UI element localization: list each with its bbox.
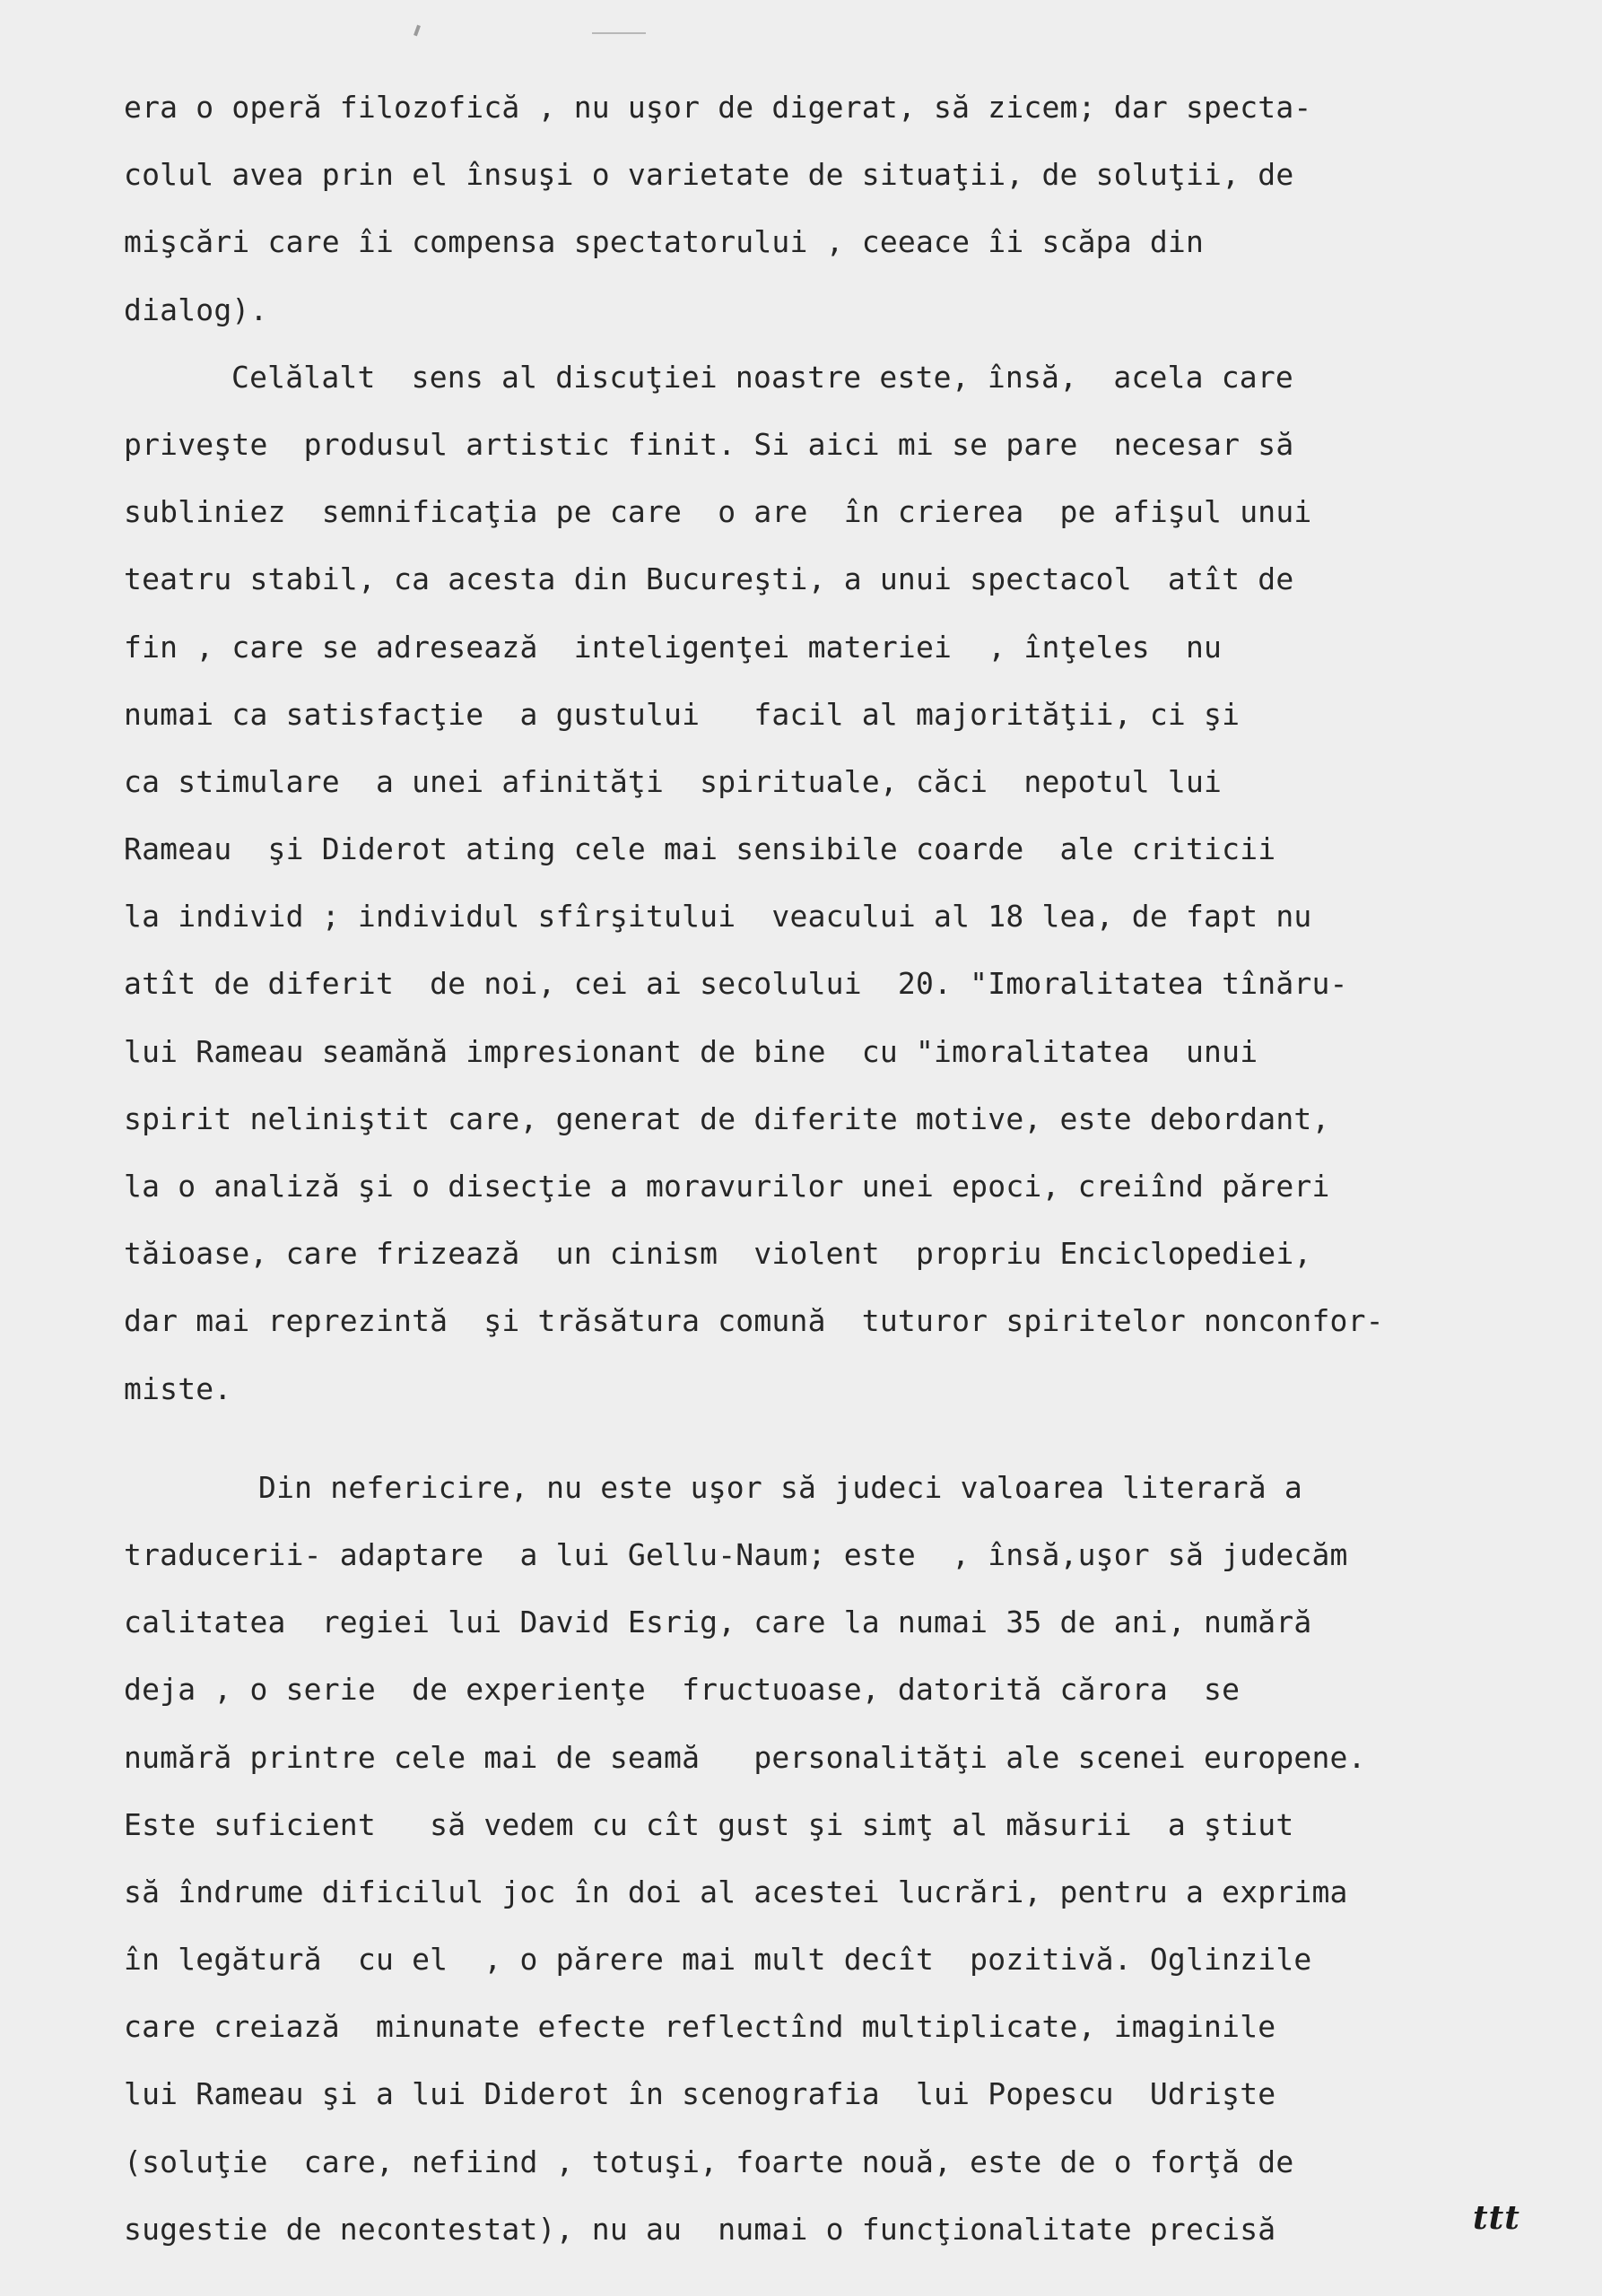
- text-line: calitatea regiei lui David Esrig, care la numai 35 de ani, numără: [124, 1605, 1312, 1640]
- text-line: atît de diferit de noi, cei ai secolului 20. "Imoralitatea tînăru-: [124, 966, 1348, 1002]
- text-line: colul avea prin el însuşi o varietate de situaţii, de soluţii, de: [124, 157, 1294, 193]
- text-line: lui Rameau seamănă impresionant de bine cu "imoralitatea unui: [124, 1033, 1258, 1069]
- text-line: numai ca satisfacţie a gustului facil al majorităţii, ci şi: [124, 696, 1241, 732]
- text-line: să îndrume dificilul joc în doi al acestei lucrări, pentru a exprima: [124, 1874, 1348, 1909]
- paragraph-start-line: Celălalt sens al discuţiei noastre este, însă, acela care: [231, 359, 1293, 395]
- text-line: care creiază minunate efecte reflectînd multiplicate, imaginile: [124, 2009, 1276, 2045]
- handwritten-margin-mark: ttt: [1473, 2199, 1520, 2237]
- text-line: mişcări care îi compensa spectatorului , ceeace îi scăpa din: [124, 224, 1205, 260]
- text-line: era o operă filozofică , nu uşor de digerat, să zicem; dar specta-: [124, 90, 1312, 125]
- text-line: deja , o serie de experienţe fructuoase, datorită cărora se: [124, 1672, 1241, 1708]
- ink-tick-mark: [414, 25, 421, 37]
- text-line: teatru stabil, ca acesta din Bucureşti, a unui spectacol atît de: [124, 561, 1294, 597]
- text-line: în legătură cu el , o părere mai mult decît pozitivă. Oglinzile: [124, 1942, 1312, 1978]
- text-line: Rameau şi Diderot ating cele mai sensibile coarde ale criticii: [124, 831, 1276, 867]
- text-line: dar mai reprezintă şi trăsătura comună tuturor spiritelor nonconfor-: [124, 1303, 1384, 1339]
- text-line: lui Rameau şi a lui Diderot în scenografia lui Popescu Udrişte: [124, 2076, 1276, 2112]
- text-line: (soluţie care, nefiind , totuşi, foarte nouă, este de o forţă de: [124, 2144, 1294, 2179]
- paragraph-gap: [124, 1435, 1523, 1466]
- text-line: numără printre cele mai de seamă personalităţi ale scenei europene.: [124, 1739, 1366, 1775]
- text-line: dialog).: [124, 291, 268, 327]
- text-line: ca stimulare a unei afinităţi spirituale, căci nepotul lui: [124, 763, 1223, 799]
- ink-dash-mark: [592, 32, 646, 34]
- text-line: traducerii- adaptare a lui Gellu-Naum; este , însă,uşor să judecăm: [124, 1536, 1348, 1572]
- text-line: la individ ; individul sfîrşitului veacului al 18 lea, de fapt nu: [124, 899, 1312, 935]
- text-line: spirit neliniştit care, generat de diferite motive, este debordant,: [124, 1100, 1330, 1136]
- text-line: tăioase, care frizează un cinism violent propriu Enciclopediei,: [124, 1236, 1312, 1272]
- text-line: miste.: [124, 1370, 232, 1406]
- text-line: priveşte produsul artistic finit. Si aici mi se pare necesar să: [124, 426, 1294, 462]
- text-line: fin , care se adresează inteligenţei materiei , înţeles nu: [124, 629, 1223, 665]
- text-line: subliniez semnificaţia pe care o are în crierea pe afişul unui: [124, 494, 1312, 530]
- body-text: [124, 86, 1523, 2275]
- text-line: la o analiză şi o disecţie a moravurilor unei epoci, creiînd păreri: [124, 1169, 1330, 1204]
- paragraph-start-line: Din nefericire, nu este uşor să judeci valoarea literară a: [258, 1469, 1302, 1505]
- text-line: sugestie de necontestat), nu au numai o funcţionalitate precisă: [124, 2211, 1276, 2247]
- text-line: Este suficient să vedem cu cît gust şi simţ al măsurii a ştiut: [124, 1806, 1294, 1842]
